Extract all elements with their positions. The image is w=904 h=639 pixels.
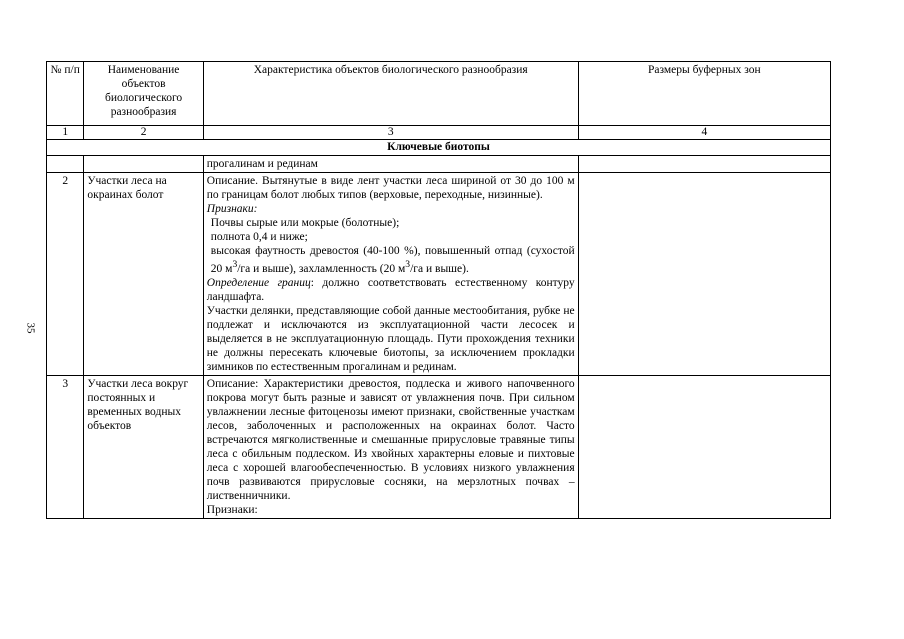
border-text: : должно соответствовать естественному контуру ландшафта. <box>206 276 575 303</box>
biodiversity-table <box>46 61 831 519</box>
header-buffer: Размеры буферных зон <box>578 62 830 126</box>
superscript: 3 <box>405 259 411 270</box>
sign-item: полнота 0,4 и ниже; <box>210 231 308 243</box>
signs-label: Признаки: <box>206 503 258 516</box>
row-number: 3 <box>47 375 84 518</box>
section-title: Ключевые биотопы <box>47 140 831 156</box>
buffer-size <box>578 173 830 376</box>
buffer-size <box>578 375 830 518</box>
sign-text: /га и выше). <box>410 262 469 275</box>
header-name: Наименование объектов биологического разнообразия <box>84 62 203 126</box>
border-label: Определение границ <box>206 276 311 289</box>
empty-cell <box>84 156 203 173</box>
areas-text: Участки делянки, представляющие собой данные местообитания, рубке не подлежат и исключаются из эксплуатационной части лесосек и выделяется в не эксплуатационную площадь. Пути прохождения техники не должны пересекать ключевые биотопы, за исключением прокладки зимников по естественным прогалинам и рединам. <box>206 304 575 373</box>
object-name: Участки леса на окраинах болот <box>84 173 203 376</box>
description-text: Описание: Характеристики древостоя, подлеска и живого напочвенного покрова могут быть разные и зависят от увлажнения почв. При сильном увлажнении лесные фитоценозы имеют признаки, свойственные участкам лесов, заболоченных и расположенных на окраинах болот. Часто встречаются мягколиственные и смешанные прирусловые травяные типы леса с обильным подлеском. Из хвойных характерны еловые и пихтовые леса с хорошей влагообеспеченностью. В условиях низкого увлажнения почв развиваются прирусловые сосняки, на мерзлотных почвах – лиственничники. <box>206 377 575 502</box>
row-number: 2 <box>47 173 84 376</box>
header-characteristic: Характеристика объектов биологического разнообразия <box>203 62 578 126</box>
sign-item <box>207 244 575 276</box>
continuation-text: прогалинам и рединам <box>203 156 578 173</box>
object-characteristic <box>203 375 578 518</box>
page-number: 35 <box>24 322 37 334</box>
empty-cell <box>47 156 84 173</box>
header-num: № п/п <box>47 62 84 126</box>
table-row <box>47 173 831 376</box>
description-text: Описание. Вытянутые в виде лент участки леса шириной от 30 до 100 м по границам болот любых типов (верховые, переходные, низинные). <box>206 175 575 201</box>
sign-item: Почвы сырые или мокрые (болотные); <box>210 217 400 229</box>
sign-text: высокая фаутность древостоя (40-100 %), повышенный отпад (сухостой 20 м <box>210 245 575 275</box>
object-name: Участки леса вокруг постоянных и временных водных объектов <box>84 375 203 518</box>
signs-label: Признаки: <box>206 203 258 215</box>
numbering-cell: 2 <box>84 126 203 140</box>
numbering-cell: 1 <box>47 126 84 140</box>
object-characteristic <box>203 173 578 376</box>
superscript: 3 <box>232 259 238 270</box>
continuation-row <box>47 156 831 173</box>
border-definition <box>207 276 575 304</box>
empty-cell <box>578 156 830 173</box>
header-row <box>47 62 831 126</box>
numbering-cell: 4 <box>578 126 830 140</box>
table-row <box>47 375 831 518</box>
sign-text: /га и выше), захламленность (20 м <box>237 262 406 275</box>
numbering-row <box>47 126 831 140</box>
numbering-cell: 3 <box>203 126 578 140</box>
section-row <box>47 140 831 156</box>
